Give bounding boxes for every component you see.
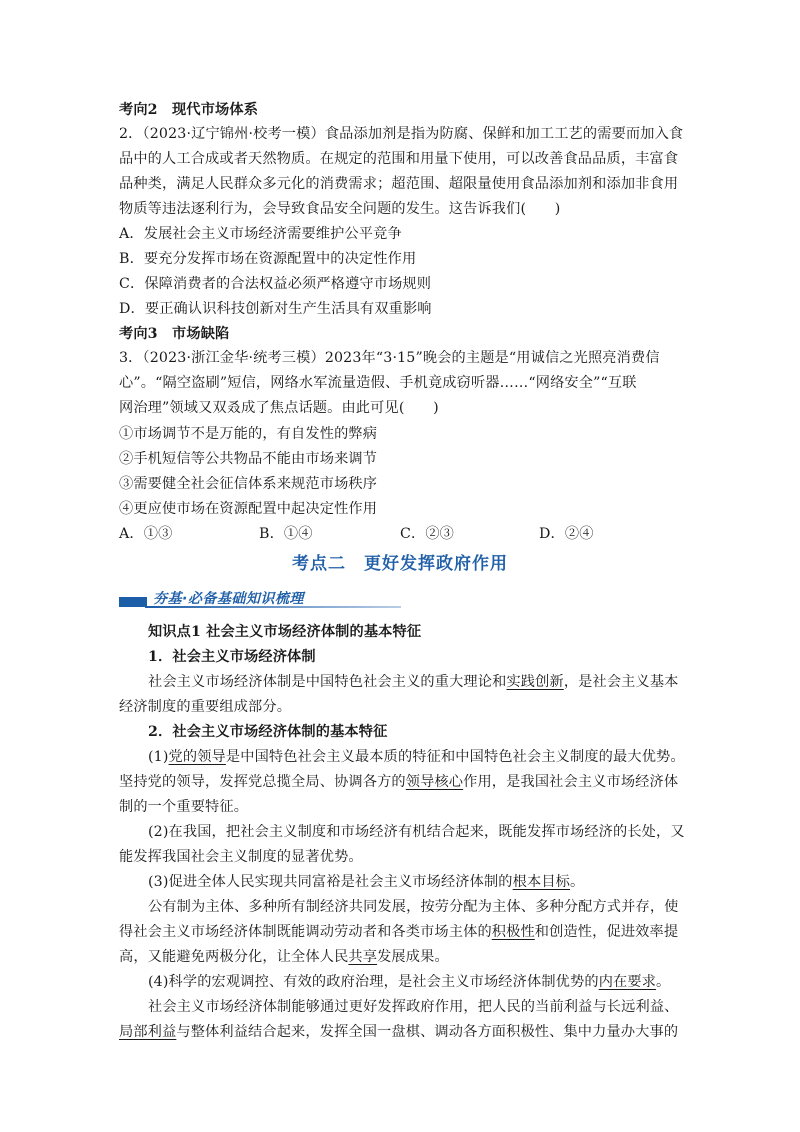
q3-stem-line-1: 3．（2023·浙江金华·统考三模）2023年“3·15”晚会的主题是“用诚信之光照亮消费信 [119,350,660,366]
text-run: 与整体利益结合起来，发挥全国一盘棋、调动各方面积极性、集中力量办大事的 [176,1024,679,1040]
feature2-line1: (2)在我国，把社会主义制度和市场经济有机结合起来，既能发挥市场经济的长处，又 [148,824,685,840]
banner-bar [119,597,147,607]
underlined-keyword: 共享 [348,949,378,965]
kp1-sub2: 2．社会主义市场经济体制的基本特征 [148,724,388,740]
underlined-keyword: 实践创新 [506,674,564,690]
q2-stem-line-3: 品种类，满足人民群众多元化的消费需求；超范围、超限量使用食品添加剂和添加非食用 [119,176,679,192]
q2-option-b: B．要充分发挥市场在资源配置中的决定性作用 [119,251,417,267]
q3-item-4: ④更应使市场在资源配置中起决定性作用 [119,501,378,517]
q2-option-a: A．发展社会主义市场经济需要维护公平竞争 [119,226,402,242]
text-run: 。 [570,874,585,890]
feature1-line1 [148,747,685,767]
q3-stem-line-3: 网治理”领域又双叒成了焦点话题。由此可见( ) [119,400,439,416]
feature4-line [148,972,670,992]
underlined-keyword: 根本目标 [512,874,571,890]
text-run: 。 [656,974,671,990]
q2-stem-line-4: 物质等违法逐利行为，会导致食品安全问题的发生。这告诉我们( ) [119,201,561,217]
para3-line1: 公有制为主体、多种所有制经济共同发展，按劳分配为主体、多种分配方式并存，使 [148,899,679,915]
text-run: 坚持党的领导，发挥党总揽全局、协调各方的 [119,774,406,790]
q3-item-3: ③需要健全社会征信体系来规范市场秩序 [119,476,378,492]
feature2-line2: 能发挥我国社会主义制度的显著优势。 [119,849,363,865]
q3-choice-a: A．①③ [119,526,173,542]
q2-stem-line-1: 2．（2023·辽宁锦州·校考一模）食品添加剂是指为防腐、保鲜和加工工艺的需要而加入食 [119,126,684,142]
q2-option-d: D．要正确认识科技创新对生产生活具有双重影响 [119,301,432,317]
kp1-heading: 知识点1 社会主义市场经济体制的基本特征 [148,624,422,640]
q2-heading: 考向2 现代市场体系 [119,102,259,118]
kp1-sub1: 1．社会主义市场经济体制 [148,649,316,665]
underlined-keyword: 党的领导 [168,749,226,765]
q3-stem-line-2: 心”。“隔空盗刷”短信，网络水军流量造假、手机竟成窃听器……“网络安全”“互联 [119,375,637,391]
text-run: (3)促进全体人民实现共同富裕是社会主义市场经济体制的 [148,874,513,890]
para5-line1: 社会主义市场经济体制能够通过更好发挥政府作用，把人民的当前利益与长远利益、 [148,999,679,1015]
kp1-para1-line1 [148,672,679,692]
feature3-line [148,872,584,892]
para3-line3 [119,947,449,967]
feature1-line3: 制的一个重要特征。 [119,799,249,815]
text-run: 作用，是我国社会主义市场经济体 [463,774,679,790]
feature1-line2 [119,772,678,792]
section-label: 考点二 [292,554,346,574]
text-run: 和创造性，促进效率提 [534,924,679,940]
text-run: (4)科学的宏观调控、有效的政府治理，是社会主义市场经济体制优势的 [148,974,599,990]
underlined-keyword: 积极性 [491,924,535,940]
q3-choice-b: B．①④ [259,526,313,542]
q3-choice-d: D．②④ [539,526,594,542]
q3-choice-c: C．②③ [400,526,455,542]
underlined-keyword: 局部利益 [119,1024,177,1040]
section-banner [119,588,401,608]
text-run: (1) [148,749,169,765]
banner-text: 夯基·必备基础知识梳理 [153,591,304,607]
underlined-keyword: 内在要求 [598,974,657,990]
text-run: ，是社会主义基本 [563,674,679,690]
q2-option-c: C．保障消费者的合法权益必须严格遵守市场规则 [119,276,432,292]
para3-line2 [119,922,678,942]
section-title [0,549,800,574]
text-run: 发展成果。 [377,949,449,965]
q3-item-1: ①市场调节不是万能的，有自发性的弊病 [119,426,378,442]
text-run: 高，又能避免两极分化，让全体人民 [119,949,349,965]
para5-line2 [119,1022,678,1042]
text-run: 是中国特色社会主义最本质的特征和中国特色社会主义制度的最大优势。 [225,749,685,765]
section-title-text: 更好发挥政府作用 [364,554,508,574]
q3-item-2: ②手机短信等公共物品不能由市场来调节 [119,451,378,467]
text-run: 社会主义市场经济体制是中国特色社会主义的重大理论和 [148,674,507,690]
underlined-keyword: 领导核心 [405,774,464,790]
text-run: 得社会主义市场经济体制既能调动劳动者和各类市场主体的 [119,924,492,940]
q2-stem-line-2: 品中的人工合成或者天然物质。在规定的范围和用量下使用，可以改善食品品质，丰富食 [119,151,679,167]
kp1-para1-line2: 经济制度的重要组成部分。 [119,699,292,715]
q3-heading: 考向3 市场缺陷 [119,326,230,342]
